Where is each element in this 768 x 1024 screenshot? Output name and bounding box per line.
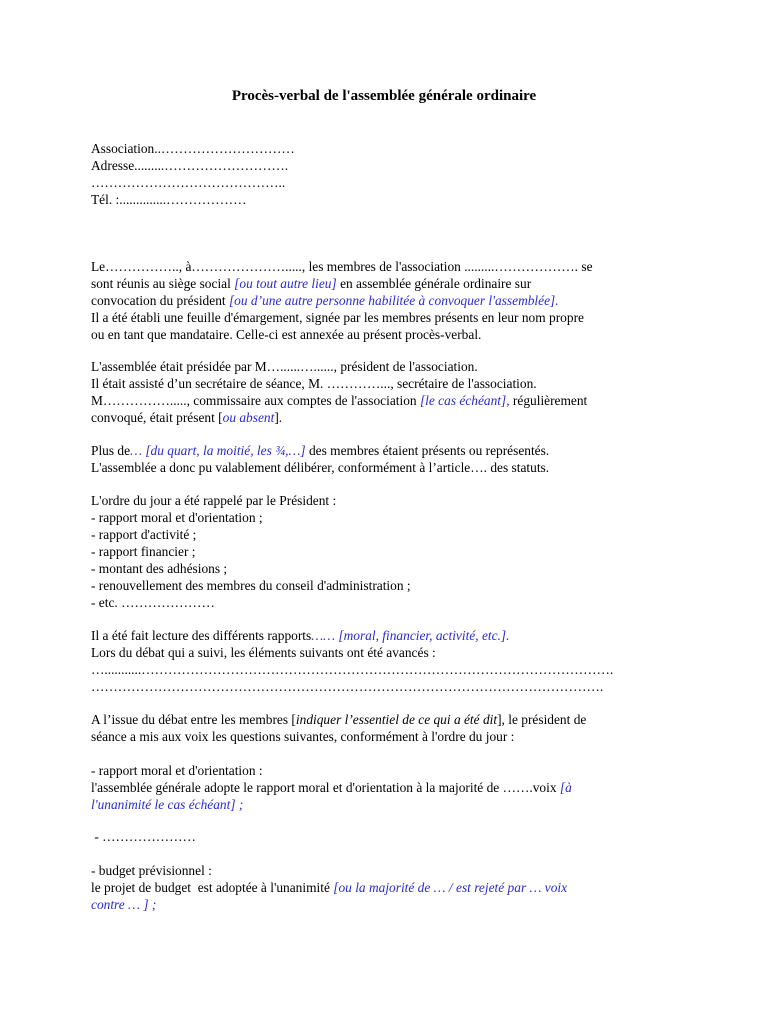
text-segment: ], le président de <box>497 712 587 727</box>
placeholder-text: [ou d’une autre personne habilitée à convoquer l'assemblée]. <box>228 293 559 308</box>
text-line: L'assemblée était présidée par M…......…......, président de l'association. <box>91 359 478 374</box>
text-line <box>91 392 681 409</box>
text-line: ou en tant que mandataire. Celle-ci est annexée au présent procès-verbal. <box>91 327 482 342</box>
agenda-item: - montant des adhésions ; <box>91 561 228 576</box>
placeholder-text: contre … ] ; <box>91 897 157 912</box>
placeholder-text: [à <box>559 780 572 795</box>
text-line <box>91 711 681 728</box>
dotted-line: ……………………………………………………………………………………………………. <box>91 679 604 694</box>
text-line <box>91 779 681 796</box>
text-segment: sont réunis au siège social <box>91 276 235 291</box>
text-segment: des membres étaient présents ou représentés. <box>305 443 550 458</box>
placeholder-text: l'unanimité le cas échéant] ; <box>91 797 244 812</box>
paragraph-moral-report <box>91 762 681 813</box>
text-segment: A l’issue du débat entre les membres [ <box>91 712 296 727</box>
paragraph-agenda <box>91 492 681 611</box>
text-line: séance a mis aux voix les questions suivantes, conformément à l'ordre du jour : <box>91 729 515 744</box>
placeholder-text: [ou la majorité de … / est rejeté par … voix <box>333 880 568 895</box>
placeholder-text: [le cas échéant], <box>419 393 510 408</box>
agenda-item: - renouvellement des membres du conseil d'administration ; <box>91 578 411 593</box>
text-line: Le…………….., à…………………....., les membres de l'association .........………………. se <box>91 259 593 274</box>
agenda-item: - rapport moral et d'orientation ; <box>91 510 263 525</box>
text-line <box>91 292 681 309</box>
agenda-item: - etc. ………………… <box>91 595 215 610</box>
text-segment: régulièrement <box>509 393 588 408</box>
text-segment: M……………....., commissaire aux comptes de l'association <box>91 393 420 408</box>
text-segment: Plus de <box>91 443 131 458</box>
address-blank-line: …………………………………….. <box>91 175 286 190</box>
text-segment: l'assemblée générale adopte le rapport moral et d'orientation à la majorité de …….voix <box>91 780 560 795</box>
text-line <box>91 275 681 292</box>
text-line: Il était assisté d’un secrétaire de séance, M. …………..., secrétaire de l'association. <box>91 376 537 391</box>
text-line <box>91 409 681 426</box>
paragraph-meeting <box>91 258 681 343</box>
text-line: Lors du débat qui a suivi, les éléments suivants ont été avancés : <box>91 645 436 660</box>
association-line: Association..………………………… <box>91 141 295 156</box>
paragraph-vote <box>91 711 681 745</box>
agenda-item: - rapport d'activité ; <box>91 527 197 542</box>
paragraph-reports <box>91 627 681 695</box>
text-line: - rapport moral et d'orientation : <box>91 763 263 778</box>
text-segment: Il a été fait lecture des différents rapports <box>91 628 312 643</box>
text-line: L'assemblée a donc pu valablement délibérer, conformément à l’article…. des statuts. <box>91 460 550 475</box>
paragraph-etc <box>91 828 681 845</box>
text-line: - budget prévisionnel : <box>91 863 212 878</box>
text-segment: convoqué, était présent [ <box>91 410 223 425</box>
paragraph-presidency <box>91 358 681 426</box>
placeholder-text: ou absent <box>222 410 275 425</box>
tel-line: Tél. :..............……………… <box>91 192 247 207</box>
header-block <box>91 140 681 208</box>
text-line <box>91 879 681 896</box>
dotted-line: …...........……………………………………………………………………………………………. <box>91 662 614 677</box>
text-line <box>91 442 681 459</box>
text-line: - ………………… <box>91 829 196 844</box>
agenda-item: - rapport financier ; <box>91 544 196 559</box>
text-segment: le projet de budget est adoptée à l'unanimité <box>91 880 334 895</box>
text-segment: convocation du président <box>91 293 229 308</box>
text-segment: ]. <box>274 410 283 425</box>
paragraph-budget <box>91 862 681 913</box>
text-segment: en assemblée générale ordinaire sur <box>336 276 532 291</box>
placeholder-text: …… [moral, financier, activité, etc.]. <box>311 628 510 643</box>
placeholder-text: [ou tout autre lieu] <box>234 276 337 291</box>
instruction-text: indiquer l’essentiel de ce qui a été dit <box>295 712 498 727</box>
placeholder-text: … [du quart, la moitié, les ¾,…] <box>130 443 306 458</box>
text-line: Il a été établi une feuille d'émargement, signée par les membres présents en leur nom propre <box>91 310 584 325</box>
agenda-intro: L'ordre du jour a été rappelé par le Président : <box>91 493 337 508</box>
document-title: Procès-verbal de l'assemblée générale ordinaire <box>231 88 537 104</box>
text-line <box>91 627 681 644</box>
adresse-line: Adresse.........………………………. <box>91 158 289 173</box>
paragraph-quorum <box>91 442 681 476</box>
